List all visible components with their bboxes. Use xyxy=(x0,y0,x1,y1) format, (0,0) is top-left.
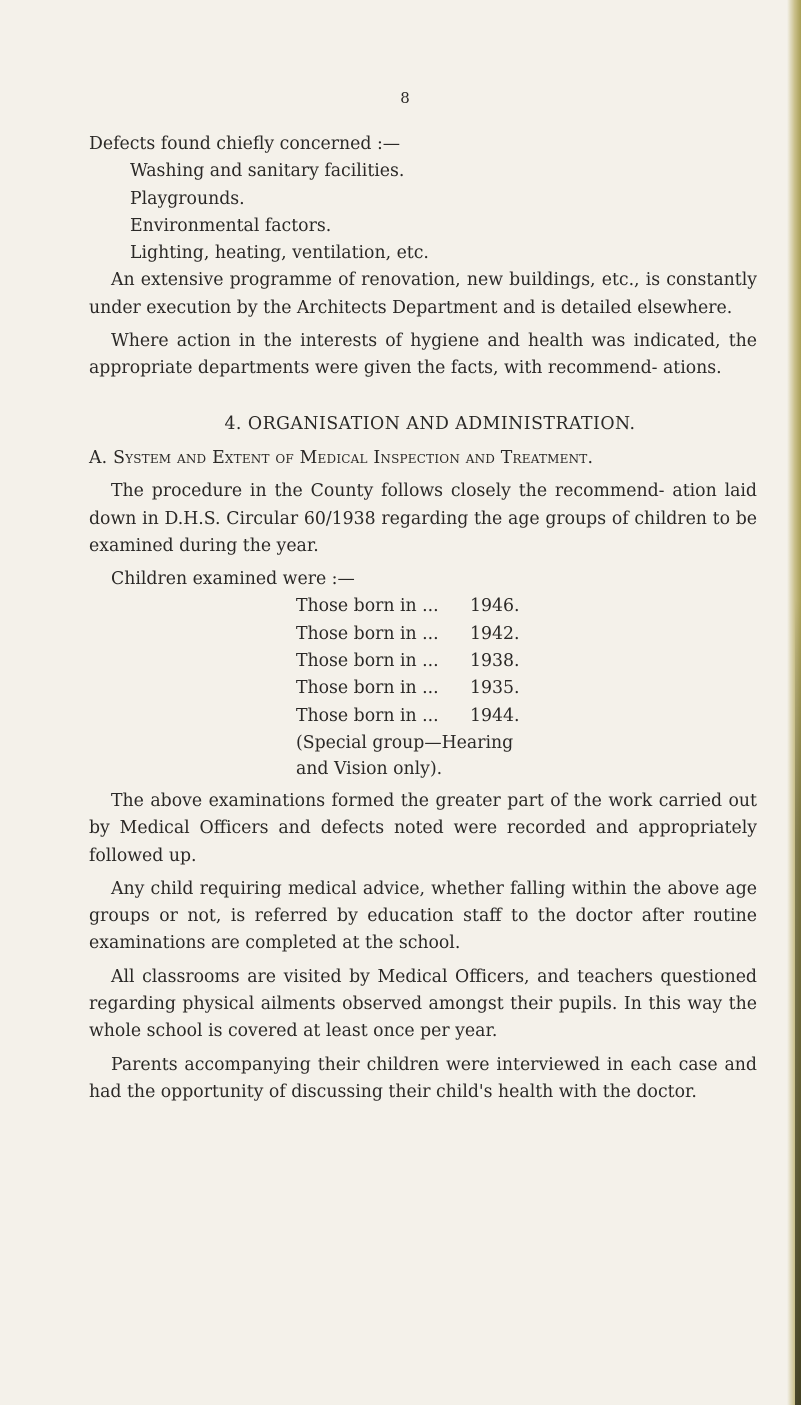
paragraph-parents xyxy=(89,1052,757,1107)
paragraph-line: carried out by Medical Officers and defects noted were recorded and xyxy=(89,790,757,839)
page-number: 8 xyxy=(400,89,410,107)
defects-intro: Defects found chiefly concerned :— xyxy=(89,134,401,154)
paragraph-line: the doctor. xyxy=(602,1081,697,1102)
paragraph-line: Any child requiring medical advice, whether falling within the xyxy=(111,878,662,899)
birth-year-row xyxy=(296,703,757,730)
paragraph-line: appropriately followed up. xyxy=(89,818,757,866)
paragraph-line: is detailed elsewhere. xyxy=(541,297,733,318)
paragraph-line: Parents accompanying their children were interviewed in each xyxy=(111,1054,672,1075)
page-edge-binding xyxy=(795,600,801,1405)
birth-year-row xyxy=(296,593,757,620)
birth-year-row xyxy=(296,675,757,702)
defect-item: Washing and sanitary facilities. xyxy=(130,161,405,182)
birth-year: 1935. xyxy=(470,678,520,699)
paragraph-line: ations. xyxy=(662,358,722,379)
paragraph-line: is constantly under execution by the Architects Department and xyxy=(89,270,757,318)
paragraph-line: the appropriate departments were given the facts, with recommend- xyxy=(89,331,757,379)
section-heading: 4. ORGANISATION AND ADMINISTRATION. xyxy=(224,413,636,434)
defects-block xyxy=(89,131,757,267)
paragraph-advice xyxy=(89,876,757,958)
birth-label: Those born in ... xyxy=(296,705,439,726)
birth-label: Those born in ... xyxy=(296,651,439,672)
paragraph-line: year. xyxy=(455,1021,498,1042)
paragraph-hygiene xyxy=(89,328,757,383)
paragraph-line: of children to be examined during the year. xyxy=(89,508,758,556)
birth-label: Those born in ... xyxy=(296,678,439,699)
paragraph-line: above age groups or not, is referred by education staff to the doctor xyxy=(89,878,757,927)
paragraph-examinations xyxy=(89,788,757,870)
special-group-note: (Special group—Hearing xyxy=(296,732,514,753)
paragraph-line: The procedure in the County follows closely the recommend- xyxy=(111,481,665,502)
subsection-heading: A. System and Extent of Medical Inspection and Treatment. xyxy=(89,447,594,468)
birth-year: 1942. xyxy=(470,623,520,644)
birth-year-row xyxy=(296,621,757,648)
children-intro: Children examined were :— xyxy=(111,569,355,590)
paragraph-line: ation laid down in D.H.S. Circular 60/1938 regarding the age groups xyxy=(89,481,757,529)
birth-year: 1938. xyxy=(470,651,520,672)
page-content xyxy=(89,131,757,1106)
birth-year: 1944. xyxy=(470,705,520,726)
birth-year-list xyxy=(89,593,757,781)
paragraph-line: questioned regarding physical ailments observed amongst their xyxy=(89,966,757,1015)
defects-list xyxy=(89,158,757,267)
special-group-note: and Vision only). xyxy=(296,758,443,779)
paragraph-procedure xyxy=(89,478,757,560)
birth-label: Those born in ... xyxy=(296,596,439,617)
defect-item: Lighting, heating, ventilation, etc. xyxy=(130,243,429,264)
paragraph-classrooms xyxy=(89,964,757,1046)
birth-year-row xyxy=(296,648,757,675)
paragraph-line: case and had the opportunity of discussing their child's health with xyxy=(89,1054,757,1102)
paragraph-renovation xyxy=(89,267,757,322)
paragraph-line: The above examinations formed the greater part of the work xyxy=(111,790,653,811)
paragraph-line: Where action in the interests of hygiene and health was indicated, xyxy=(111,331,721,352)
paragraph-line: All classrooms are visited by Medical Officers, and teachers xyxy=(111,966,653,987)
birth-label: Those born in ... xyxy=(296,623,439,644)
birth-year: 1946. xyxy=(470,596,520,617)
paragraph-line: An extensive programme of renovation, new buildings, etc., xyxy=(111,270,640,291)
defect-item: Playgrounds. xyxy=(130,188,245,209)
paragraph-line: pupils. In this way the whole school is covered at least once per xyxy=(89,994,757,1042)
paragraph-line: after routine examinations are completed at the school. xyxy=(89,906,758,954)
defect-item: Environmental factors. xyxy=(130,215,332,236)
